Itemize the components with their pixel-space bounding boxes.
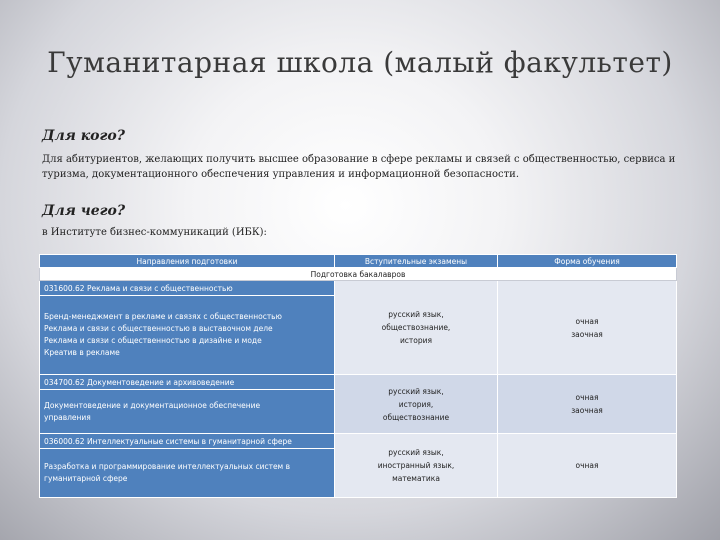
exams-cell: русский язык, иностранный язык, математика bbox=[335, 434, 498, 498]
header-form: Форма обучения bbox=[498, 255, 677, 268]
table-subheader-row bbox=[40, 268, 677, 281]
who-text: Для абитуриентов, желающих получить высшее образование в сфере рекламы и связей с общественностью, сервиса и туризма, документационного обеспечения управления и информационной безопасности. bbox=[42, 154, 676, 180]
directions-cell: Разработка и программирование интеллектуальных систем в гуманитарной сфере bbox=[40, 449, 335, 498]
slide-title: Гуманитарная школа (малый факультет) bbox=[47, 46, 673, 79]
exams-cell: русский язык, история, обществознание bbox=[335, 375, 498, 434]
programs-table bbox=[39, 254, 677, 498]
header-exams: Вступительные экзамены bbox=[335, 255, 498, 268]
directions-cell: Документоведение и документационное обеспечение управления bbox=[40, 390, 335, 434]
who-heading: Для кого? bbox=[42, 128, 125, 144]
directions-cell: Бренд-менеджмент в рекламе и связях с общественностью Реклама и связи с общественностью в выставочном деле Реклама и связи с общественностью в дизайне и моде Креатив в рекламе bbox=[40, 296, 335, 375]
form-cell: очная заочная bbox=[498, 281, 677, 375]
group-code: 034700.62 Документоведение и архивоведение bbox=[40, 375, 335, 390]
group-code: 031600.62 Реклама и связи с общественностью bbox=[40, 281, 335, 296]
table-row bbox=[40, 375, 677, 390]
group-code: 036000.62 Интеллектуальные системы в гуманитарной сфере bbox=[40, 434, 335, 449]
header-directions: Направления подготовки bbox=[40, 255, 335, 268]
why-heading: Для чего? bbox=[42, 203, 126, 219]
table-header-row bbox=[40, 255, 677, 268]
form-cell: очная bbox=[498, 434, 677, 498]
why-text: в Институте бизнес-коммуникаций (ИБК): bbox=[42, 227, 267, 238]
exams-cell: русский язык, обществознание, история bbox=[335, 281, 498, 375]
table-row bbox=[40, 434, 677, 449]
table-row bbox=[40, 281, 677, 296]
form-cell: очная заочная bbox=[498, 375, 677, 434]
subheader-bachelor: Подготовка бакалавров bbox=[40, 268, 677, 281]
